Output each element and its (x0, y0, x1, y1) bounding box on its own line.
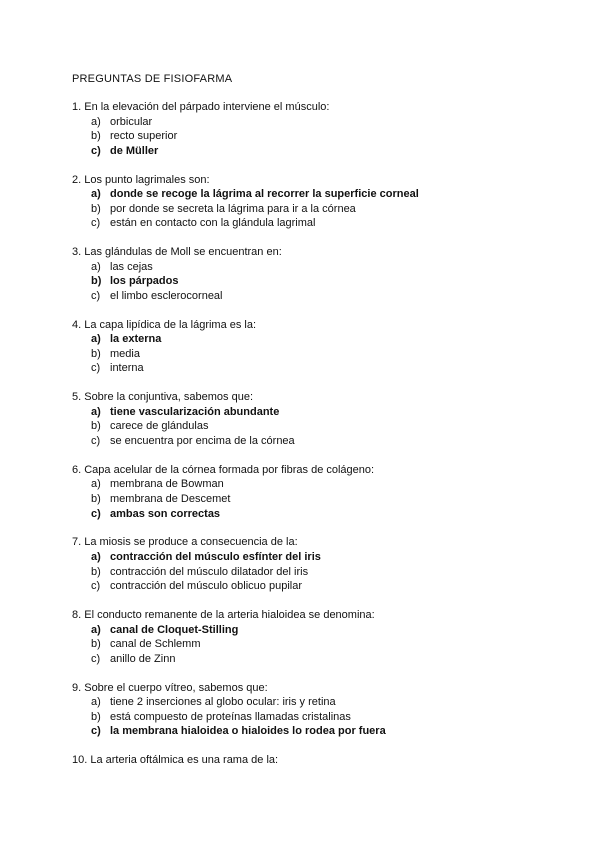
question-item (72, 100, 542, 158)
answer-option-correct (72, 724, 542, 739)
question-text: 3. Las glándulas de Moll se encuentran en: (72, 246, 282, 259)
question-text: 8. El conducto remanente de la arteria hialoidea se denomina: (72, 608, 375, 621)
question-item (72, 753, 542, 768)
answer-option (72, 477, 542, 492)
option-text: membrana de Descemet (110, 493, 231, 505)
option-text: el limbo esclerocorneal (110, 289, 223, 302)
option-letter: b) (91, 565, 101, 578)
option-letter: b) (91, 420, 101, 433)
answer-option-correct (72, 144, 542, 159)
question-text: 5. Sobre la conjuntiva, sabemos que: (72, 391, 254, 404)
option-text: está compuesto de proteínas llamadas cristalinas (110, 710, 351, 723)
answer-option (72, 347, 542, 362)
option-letter: c) (91, 507, 101, 520)
option-letter: b) (91, 130, 101, 143)
answer-option (72, 260, 542, 275)
answer-option (72, 419, 542, 434)
option-text: por donde se secreta la lágrima para ir a la córnea (110, 202, 356, 215)
option-text: se encuentra por encima de la córnea (110, 435, 295, 448)
option-text: las cejas (110, 260, 153, 273)
option-text: anillo de Zinn (110, 652, 176, 665)
option-letter: c) (91, 289, 101, 302)
option-letter: b) (91, 493, 101, 505)
option-text: la membrana hialoidea o hialoides lo rodea por fuera (110, 725, 386, 738)
option-letter: c) (91, 435, 101, 448)
option-letter: a) (91, 260, 101, 273)
answer-option-correct (72, 274, 542, 289)
question-item (72, 318, 542, 376)
answer-option-correct (72, 332, 542, 347)
question-item (72, 173, 542, 231)
option-text: tiene vascularización abundante (110, 405, 280, 418)
question-text: 4. La capa lipídica de la lágrima es la: (72, 318, 257, 331)
option-letter: b) (91, 347, 101, 360)
document-title: PREGUNTAS DE FISIOFARMA (72, 73, 233, 85)
option-text: están en contacto con la glándula lagrimal (110, 217, 316, 230)
question-item (72, 608, 542, 666)
option-letter: c) (91, 144, 101, 157)
answer-option (72, 216, 542, 231)
option-text: tiene 2 inserciones al globo ocular: iris y retina (110, 696, 336, 709)
option-text: membrana de Bowman (110, 478, 224, 491)
answer-option (72, 710, 542, 725)
answer-option (72, 434, 542, 449)
option-letter: a) (91, 696, 101, 709)
answer-option (72, 637, 542, 652)
option-letter: c) (91, 725, 101, 738)
option-letter: a) (91, 405, 101, 418)
answer-option (72, 492, 542, 507)
answer-option-correct (72, 550, 542, 565)
answer-option (72, 361, 542, 376)
question-text: 2. Los punto lagrimales son: (72, 173, 210, 186)
option-text: contracción del músculo esfínter del iris (110, 550, 321, 563)
option-letter: c) (91, 652, 101, 665)
option-text: recto superior (110, 130, 178, 143)
answer-option (72, 652, 542, 667)
question-item (72, 535, 542, 593)
option-letter: a) (91, 623, 101, 636)
option-letter: b) (91, 202, 101, 215)
question-item (72, 390, 542, 448)
option-text: de Müller (110, 144, 159, 157)
option-text: los párpados (110, 275, 179, 288)
option-letter: c) (91, 362, 101, 375)
question-text: 7. La miosis se produce a consecuencia de la: (72, 536, 298, 549)
question-text: 1. En la elevación del párpado interviene el músculo: (72, 101, 330, 113)
option-text: carece de glándulas (110, 420, 209, 433)
option-text: interna (110, 362, 144, 375)
question-item (72, 463, 542, 521)
answer-option (72, 202, 542, 217)
answer-option-correct (72, 623, 542, 638)
answer-option (72, 565, 542, 580)
option-letter: a) (91, 333, 101, 346)
question-text: 9. Sobre el cuerpo vítreo, sabemos que: (72, 681, 268, 694)
answer-option (72, 115, 542, 130)
option-text: ambas son correctas (110, 507, 221, 520)
question-list (72, 100, 542, 782)
option-letter: a) (91, 478, 101, 491)
answer-option-correct (72, 507, 542, 522)
answer-option-correct (72, 187, 542, 202)
option-text: la externa (110, 333, 162, 346)
option-text: donde se recoge la lágrima al recorrer la superficie corneal (110, 188, 419, 201)
option-text: orbicular (110, 115, 153, 128)
option-letter: b) (91, 710, 101, 723)
option-letter: c) (91, 217, 101, 230)
option-text: canal de Cloquet-Stilling (110, 623, 239, 636)
question-item (72, 245, 542, 303)
option-text: canal de Schlemm (110, 638, 201, 651)
answer-option (72, 129, 542, 144)
option-text: media (110, 347, 140, 360)
option-text: contracción del músculo oblicuo pupilar (110, 580, 302, 593)
option-letter: a) (91, 550, 101, 563)
option-text: contracción del músculo dilatador del iris (110, 565, 309, 578)
option-letter: b) (91, 638, 101, 651)
question-text: 10. La arteria oftálmica es una rama de la: (72, 754, 279, 767)
answer-option (72, 289, 542, 304)
option-letter: a) (91, 188, 101, 201)
question-text: 6. Capa acelular de la córnea formada por fibras de colágeno: (72, 463, 375, 476)
answer-option-correct (72, 405, 542, 420)
answer-option (72, 695, 542, 710)
option-letter: c) (91, 580, 101, 593)
option-letter: a) (91, 115, 101, 128)
answer-option (72, 579, 542, 594)
option-letter: b) (91, 275, 102, 288)
question-item (72, 681, 542, 739)
